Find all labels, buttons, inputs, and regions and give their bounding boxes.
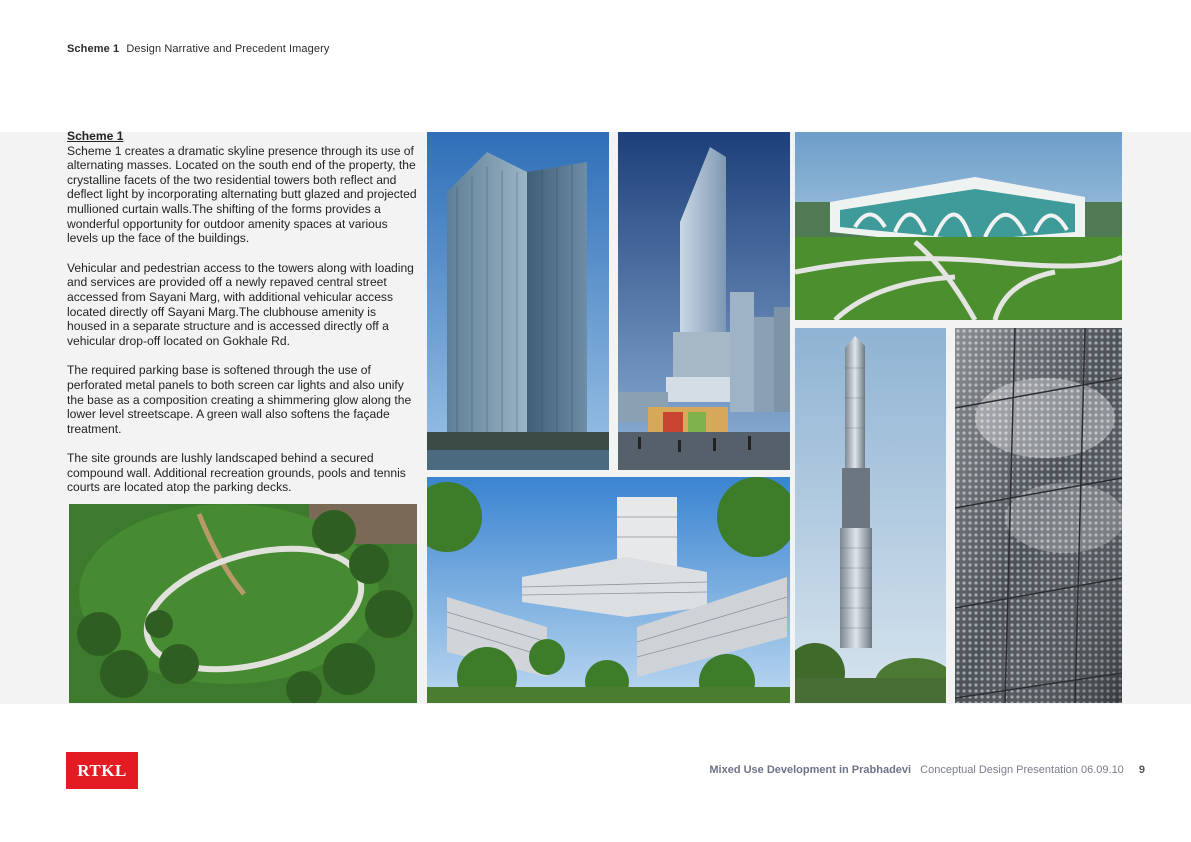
narrative-heading: Scheme 1 bbox=[67, 129, 124, 143]
photo-supertall-tower bbox=[795, 328, 946, 703]
footer-date: 06.09.10 bbox=[1080, 764, 1124, 776]
page-header bbox=[67, 43, 329, 55]
footer-project: Mixed Use Development in Prabhadevi bbox=[709, 764, 912, 776]
narrative-paragraph: Vehicular and pedestrian access to the towers along with loading and services are provided off a newly repaved central street accessed from Sayani Marg, with additional vehicular access located directly off Sayani Marg.The clubhouse amenity is housed in a separate structure and is accessed directly off a vehicular drop-off located on Gokhale Rd. bbox=[67, 260, 414, 348]
photo-tall-tower-street bbox=[618, 132, 790, 470]
photo-aerial-landscape bbox=[69, 504, 417, 703]
header-subtitle: Design Narrative and Precedent Imagery bbox=[126, 43, 330, 55]
header-scheme: Scheme 1 bbox=[67, 43, 120, 55]
photo-glass-pavilion bbox=[795, 132, 1122, 320]
rtkl-logo: RTKL bbox=[66, 752, 138, 789]
page-number: 9 bbox=[1138, 764, 1145, 776]
narrative-paragraph: Scheme 1 creates a dramatic skyline presence through its use of alternating masses. Located on the south end of the property, the crystalline facets of the two residential towers both reflect and deflect light by incorporating alternating butt glazed and projected mullioned curtain walls.The shifting of the forms provides a wonderful opportunity for outdoor amenity spaces at various levels up the face of the buildings. bbox=[67, 143, 417, 246]
page-footer bbox=[709, 764, 1145, 776]
photo-glass-tower bbox=[427, 132, 609, 470]
photo-perforated-facade bbox=[955, 328, 1122, 703]
footer-presentation: Conceptual Design Presentation bbox=[920, 764, 1078, 776]
narrative-paragraph: The site grounds are lushly landscaped behind a secured compound wall. Additional recreation grounds, pools and tennis courts are located atop the parking decks. bbox=[67, 451, 406, 495]
photo-interlace-residential bbox=[427, 477, 790, 703]
design-narrative bbox=[67, 129, 419, 510]
narrative-paragraph: The required parking base is softened through the use of perforated metal panels to both screen car lights and also unify the base as a composition creating a shimmering glow along the lower level streetscape. A green wall also softens the façade treatment. bbox=[67, 363, 412, 436]
